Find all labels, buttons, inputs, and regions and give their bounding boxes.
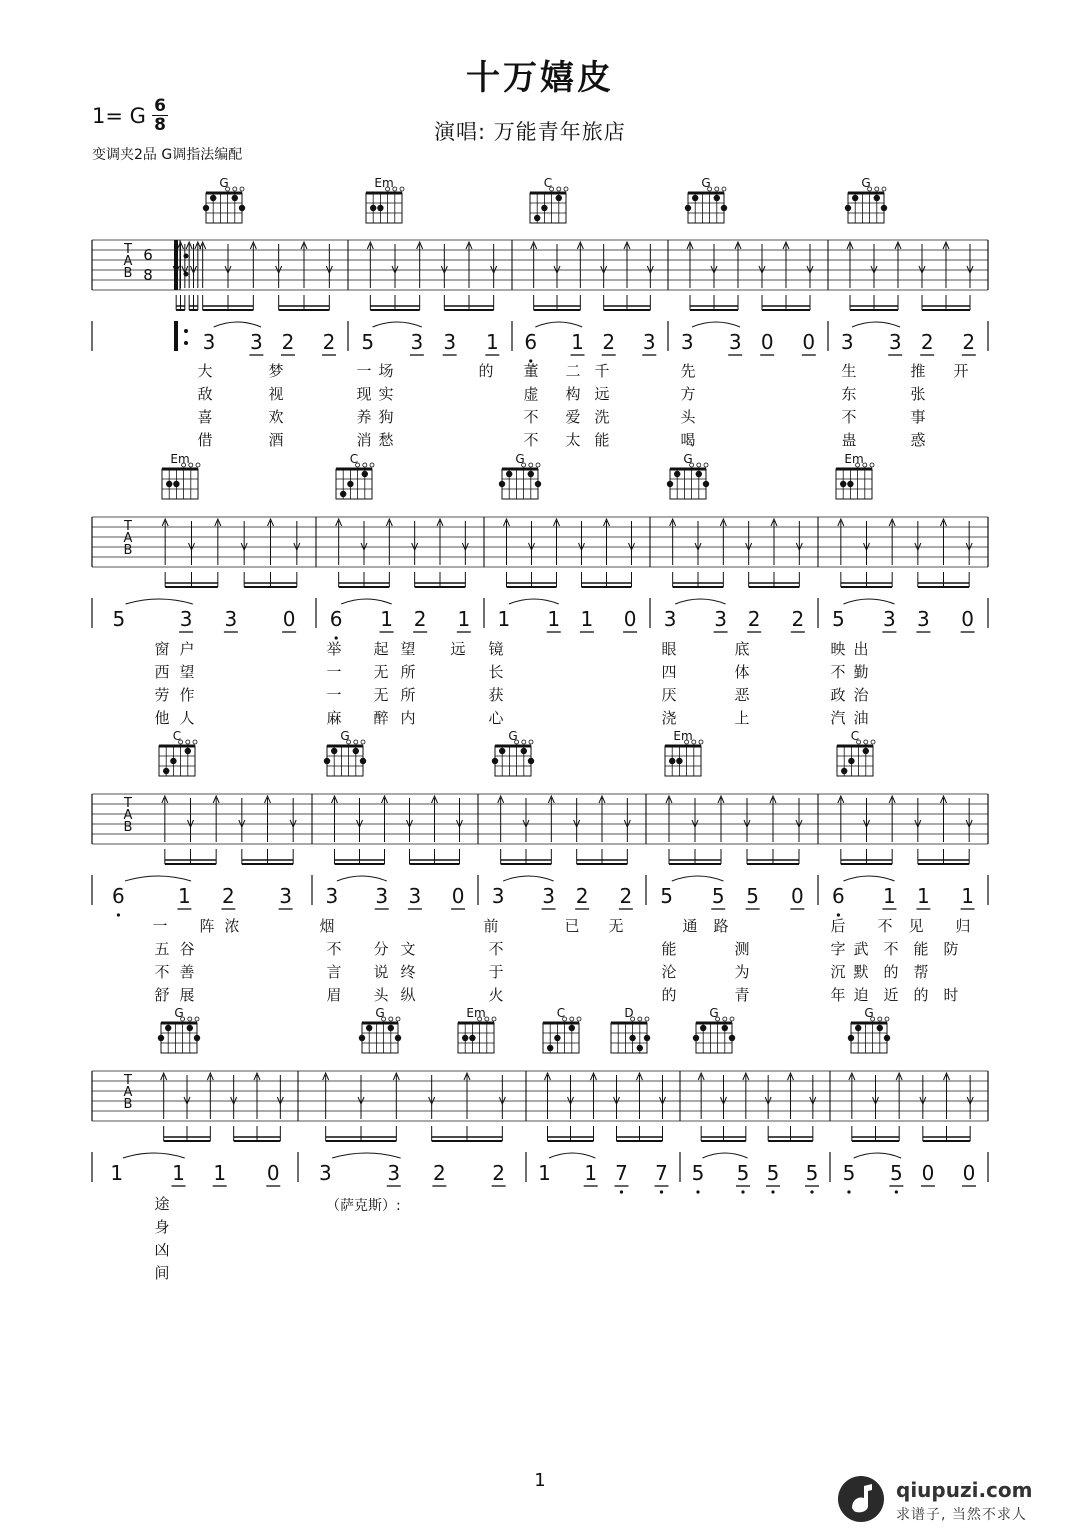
chord-name: C	[556, 1006, 566, 1020]
page-number: 1	[534, 1470, 546, 1491]
lyric-char: 望	[400, 640, 416, 658]
note-digit: 1	[547, 607, 561, 631]
chord-name: C	[543, 176, 553, 190]
watermark-site: qiupuzi.com	[896, 1478, 1033, 1502]
note-digit: 7	[655, 1161, 668, 1185]
lyric-char: 文	[400, 940, 416, 958]
lyric-char: 不	[523, 408, 539, 426]
tab-time-sig-bottom: 8	[143, 266, 153, 284]
lyric-char: 董	[523, 362, 539, 380]
lyric-char: 不	[326, 940, 342, 958]
note-digit: 5	[746, 884, 760, 908]
note-digit: 0	[623, 607, 637, 631]
note-digit: 3	[202, 330, 216, 354]
note-digit: 2	[920, 330, 934, 354]
note-digit: 5	[112, 607, 126, 631]
lyric-char: 能	[661, 940, 677, 958]
lyric-char: 恶	[734, 686, 750, 704]
chord-name: G	[375, 1006, 385, 1020]
note-digit: 2	[322, 330, 336, 354]
lyric-char: 沉	[830, 963, 846, 981]
lyric-char: 眼	[661, 640, 677, 658]
lyric-char: 不	[523, 431, 539, 449]
tab-letter: T	[124, 796, 132, 811]
note-digit: 2	[432, 1161, 446, 1185]
lyric-char: 为	[734, 963, 750, 981]
note-digit: 3	[883, 607, 896, 631]
lyric-char: 说	[373, 963, 389, 981]
chord-name: G	[219, 176, 229, 190]
note-digit: 2	[492, 1161, 506, 1185]
note-digit: 2	[602, 330, 616, 354]
lyric-char: 帮	[913, 963, 929, 981]
note-digit: 2	[747, 607, 761, 631]
lyric-char: 长	[488, 663, 504, 681]
lyric-char: 不	[841, 408, 857, 426]
note-digit: 0	[760, 330, 774, 354]
lyric-char: 不	[154, 963, 170, 981]
lyric-char: 实	[378, 385, 394, 403]
lyric-char: 的	[661, 986, 677, 1004]
lyric-char: 勤	[853, 663, 869, 681]
note-digit: 5	[766, 1161, 780, 1185]
chord-name: Em	[844, 452, 864, 466]
note-digit: 0	[451, 884, 465, 908]
lyric-char: 惑	[910, 431, 926, 449]
lyric-char: 洗	[594, 408, 610, 426]
note-digit: 0	[962, 1161, 976, 1185]
lyric-char: 头	[373, 986, 389, 1004]
chord-name: C	[172, 729, 182, 743]
lyric-char: 一	[326, 663, 342, 681]
lyric-char: 防	[943, 940, 959, 958]
lyric-char: 无	[373, 686, 389, 704]
lyric-char: 不	[883, 940, 899, 958]
lyric-char: 场	[378, 362, 394, 380]
note-digit: 5	[736, 1161, 750, 1185]
lyric-char: 年	[830, 986, 846, 1004]
note-digit: 6	[524, 330, 538, 354]
lyric-char: 张	[910, 385, 926, 403]
lyric-char: 烟	[319, 917, 335, 935]
lyric-char: 归	[955, 917, 971, 935]
lyric-char: 近	[883, 986, 899, 1004]
lyric-char: 武	[853, 940, 869, 958]
note-digit: 1	[497, 607, 511, 631]
tab-letter: T	[124, 519, 132, 534]
note-digit: 3	[888, 330, 902, 354]
lyric-char: 生	[841, 362, 857, 380]
lyric-char: 远	[594, 385, 610, 403]
lyric-char: 喜	[197, 408, 213, 426]
lyric-char: 消	[356, 431, 372, 449]
lyric-char: 举	[326, 640, 342, 658]
lyric-char: 能	[913, 940, 929, 958]
lyric-char: 浇	[661, 709, 677, 727]
lyric-char: 酒	[268, 431, 284, 449]
note-digit: 5	[805, 1161, 819, 1185]
lyric-char: 蛊	[841, 431, 857, 449]
chord-name: C	[349, 452, 359, 466]
lyric-char: 时	[943, 986, 959, 1004]
chord-name: Em	[374, 176, 394, 190]
note-digit: 0	[266, 1161, 280, 1185]
note-digit: 2	[575, 884, 589, 908]
lyric-char: 所	[400, 663, 416, 681]
tab-letter: B	[123, 266, 133, 281]
note-digit: 3	[491, 884, 505, 908]
lyric-char: 出	[853, 640, 869, 658]
watermark-slogan: 求谱子, 当然不求人	[896, 1507, 1027, 1523]
note-digit: 5	[711, 884, 725, 908]
tab-letter: A	[123, 1085, 133, 1100]
note-digit: 5	[832, 607, 845, 631]
chord-name: G	[508, 729, 518, 743]
note-digit: 1	[538, 1161, 551, 1185]
performer: 演唱: 万能青年旅店	[434, 120, 626, 144]
note-digit: 3	[642, 330, 656, 354]
lyric-char: 麻	[326, 709, 342, 727]
lyric-char: 东	[841, 385, 857, 403]
chord-name: Em	[466, 1006, 486, 1020]
lyric-char: 窗	[154, 640, 170, 658]
note-digit: 1	[961, 884, 974, 908]
note-digit: 6	[329, 607, 343, 631]
lyric-char: 无	[608, 917, 624, 935]
lyric-char: 途	[154, 1195, 170, 1213]
lyric-char: 先	[680, 362, 696, 380]
note-digit: 3	[917, 607, 930, 631]
lyric-char: 汽	[830, 709, 846, 727]
note-digit: 2	[962, 330, 976, 354]
tab-letter: T	[124, 242, 132, 257]
note-digit: 3	[408, 884, 422, 908]
chord-name: C	[850, 729, 860, 743]
lyric-char: 底	[734, 640, 750, 658]
lyric-char: 映	[830, 640, 846, 658]
note-digit: 3	[325, 884, 339, 908]
lyric-char: 不	[488, 940, 504, 958]
chord-name: D	[624, 1006, 634, 1020]
lyric-char: 欢	[268, 408, 284, 426]
tab-letter: B	[123, 1097, 133, 1112]
note-digit: 0	[282, 607, 296, 631]
lyric-char: 醉	[373, 709, 389, 727]
lyric-char: 起	[373, 640, 389, 658]
lyric-char: 事	[910, 408, 926, 426]
note-digit: 3	[443, 330, 457, 354]
lyric-char: 二	[565, 362, 581, 380]
lyric-char: 一	[356, 362, 372, 380]
note-digit: 1	[917, 884, 930, 908]
lyric-char: 虚	[523, 385, 539, 403]
chord-name: G	[174, 1006, 184, 1020]
note-digit: 5	[691, 1161, 705, 1185]
chord-name: G	[683, 452, 693, 466]
sax-label: （萨克斯）:	[326, 1198, 401, 1214]
lyric-char: 间	[154, 1264, 170, 1282]
note-digit: 3	[224, 607, 238, 631]
lyric-char: 头	[680, 408, 696, 426]
lyric-char: 阵	[199, 917, 215, 935]
tab-letter: B	[123, 820, 133, 835]
lyric-char: 默	[853, 963, 869, 981]
lyric-char: 作	[179, 686, 195, 704]
note-digit: 3	[714, 607, 727, 631]
tab-letter: A	[123, 808, 133, 823]
lyric-char: 爱	[565, 408, 581, 426]
lyric-char: 四	[661, 663, 677, 681]
lyric-char: 见	[908, 917, 924, 935]
lyric-char: 火	[488, 986, 504, 1004]
chord-name: G	[340, 729, 350, 743]
note-digit: 1	[580, 607, 594, 631]
lyric-char: 不	[830, 663, 846, 681]
lyric-char: 眉	[326, 986, 342, 1004]
note-digit: 3	[375, 884, 389, 908]
note-digit: 5	[660, 884, 674, 908]
time-sig-bottom: 8	[154, 115, 166, 135]
capo-note: 变调夹2品 G调指法编配	[92, 147, 243, 163]
lyric-char: 体	[734, 663, 750, 681]
lyric-char: 推	[910, 362, 926, 380]
lyric-char: 字	[830, 940, 846, 958]
lyric-char: 西	[154, 663, 170, 681]
lyric-char: 人	[179, 709, 195, 727]
note-digit: 1	[883, 884, 896, 908]
tab-letter: A	[123, 254, 133, 269]
note-digit: 2	[619, 884, 633, 908]
lyric-char: 他	[154, 709, 170, 727]
lyric-char: 治	[853, 686, 869, 704]
note-digit: 3	[663, 607, 677, 631]
lyric-char: 养	[356, 408, 372, 426]
lyric-char: 后	[830, 917, 846, 935]
note-digit: 0	[961, 607, 974, 631]
lyric-char: 狗	[378, 408, 394, 426]
lyric-char: 无	[373, 663, 389, 681]
lyric-char: 迫	[853, 986, 869, 1004]
lyric-char: 油	[853, 709, 869, 727]
lyric-char: 测	[734, 940, 750, 958]
lyric-char: 内	[400, 709, 416, 727]
chord-name: G	[861, 176, 871, 190]
lyric-char: 厌	[661, 686, 677, 704]
lyric-char: 镜	[488, 640, 504, 658]
lyric-char: 青	[734, 986, 750, 1004]
note-digit: 3	[840, 330, 854, 354]
note-digit: 3	[179, 607, 193, 631]
note-digit: 3	[249, 330, 263, 354]
chord-name: Em	[673, 729, 693, 743]
lyric-char: 沦	[661, 963, 677, 981]
watermark-logo-icon	[838, 1476, 884, 1522]
lyric-char: 路	[713, 917, 729, 935]
lyric-char: 谷	[179, 940, 195, 958]
note-digit: 0	[921, 1161, 935, 1185]
lyric-char: 言	[326, 963, 342, 981]
lyric-char: 大	[197, 362, 213, 380]
lyric-char: 政	[830, 686, 846, 704]
note-digit: 5	[361, 330, 375, 354]
tab-letter: A	[123, 531, 133, 546]
note-digit: 1	[380, 607, 393, 631]
note-digit: 1	[571, 330, 584, 354]
lyric-char: 获	[488, 686, 504, 704]
lyric-char: 于	[488, 963, 504, 981]
note-digit: 5	[889, 1161, 903, 1185]
lyric-char: 已	[564, 917, 580, 935]
lyric-char: 一	[152, 917, 168, 935]
lyric-char: 上	[734, 709, 750, 727]
note-digit: 1	[172, 1161, 185, 1185]
lyric-char: 的	[913, 986, 929, 1004]
lyric-char: 舒	[154, 986, 170, 1004]
note-digit: 7	[615, 1161, 628, 1185]
lyric-char: 敌	[197, 385, 213, 403]
lyric-char: 所	[400, 686, 416, 704]
chord-name: Em	[170, 452, 190, 466]
lyric-char: 方	[680, 385, 696, 403]
note-digit: 1	[457, 607, 471, 631]
lyric-char: 视	[268, 385, 284, 403]
lyric-char: 分	[373, 940, 389, 958]
note-digit: 3	[728, 330, 742, 354]
note-digit: 0	[790, 884, 804, 908]
key-signature: 1= G	[92, 104, 146, 128]
note-digit: 1	[213, 1161, 227, 1185]
note-digit: 2	[791, 607, 805, 631]
note-digit: 3	[542, 884, 555, 908]
lyric-char: 的	[883, 963, 899, 981]
note-digit: 2	[413, 607, 427, 631]
lyric-char: 凶	[154, 1241, 170, 1259]
lyric-char: 远	[450, 640, 466, 658]
note-digit: 1	[178, 884, 191, 908]
note-digit: 5	[842, 1161, 856, 1185]
lyric-char: 终	[400, 963, 416, 981]
lyric-char: 劳	[154, 686, 170, 704]
lyric-char: 能	[594, 431, 610, 449]
song-title: 十万嬉皮	[466, 58, 614, 98]
lyric-char: 前	[483, 917, 499, 935]
time-sig-top: 6	[154, 96, 166, 116]
lyric-char: 现	[356, 385, 372, 403]
lyric-char: 借	[197, 431, 213, 449]
lyric-char: 开	[953, 362, 969, 380]
lyric-char: 梦	[268, 362, 284, 380]
lyric-char: 心	[488, 709, 504, 727]
lyric-char: 愁	[378, 431, 394, 449]
lyric-char: 不	[877, 917, 893, 935]
note-digit: 1	[485, 330, 499, 354]
note-digit: 2	[222, 884, 235, 908]
lyric-char: 喝	[680, 431, 696, 449]
note-digit: 1	[584, 1161, 598, 1185]
lyric-char: 的	[478, 362, 494, 380]
note-digit: 3	[410, 330, 424, 354]
lyric-char: 望	[179, 663, 195, 681]
lyric-char: 太	[565, 431, 581, 449]
tab-letter: B	[123, 543, 133, 558]
tab-time-sig-top: 6	[143, 246, 153, 264]
watermark	[834, 1474, 1074, 1528]
lyric-char: 构	[565, 385, 581, 403]
note-digit: 3	[318, 1161, 332, 1185]
lyric-char: 善	[179, 963, 195, 981]
lyric-char: 浓	[224, 917, 240, 935]
lyric-char: 纵	[400, 986, 416, 1004]
chord-name: G	[701, 176, 711, 190]
lyric-char: 五	[154, 940, 170, 958]
lyric-char: 身	[154, 1218, 170, 1236]
lyric-char: 通	[682, 917, 698, 935]
note-digit: 1	[110, 1161, 124, 1185]
note-digit: 0	[802, 330, 816, 354]
lyric-char: 千	[594, 362, 610, 380]
note-digit: 3	[680, 330, 694, 354]
chord-name: G	[864, 1006, 874, 1020]
chord-name: G	[515, 452, 525, 466]
note-digit: 3	[279, 884, 292, 908]
note-digit: 6	[832, 884, 845, 908]
chord-name: G	[709, 1006, 719, 1020]
note-digit: 3	[387, 1161, 401, 1185]
lyric-char: 户	[179, 640, 195, 658]
lyric-char: 一	[326, 686, 342, 704]
note-digit: 2	[281, 330, 295, 354]
lyric-char: 展	[179, 986, 195, 1004]
note-digit: 6	[112, 884, 125, 908]
tab-letter: T	[124, 1073, 132, 1088]
